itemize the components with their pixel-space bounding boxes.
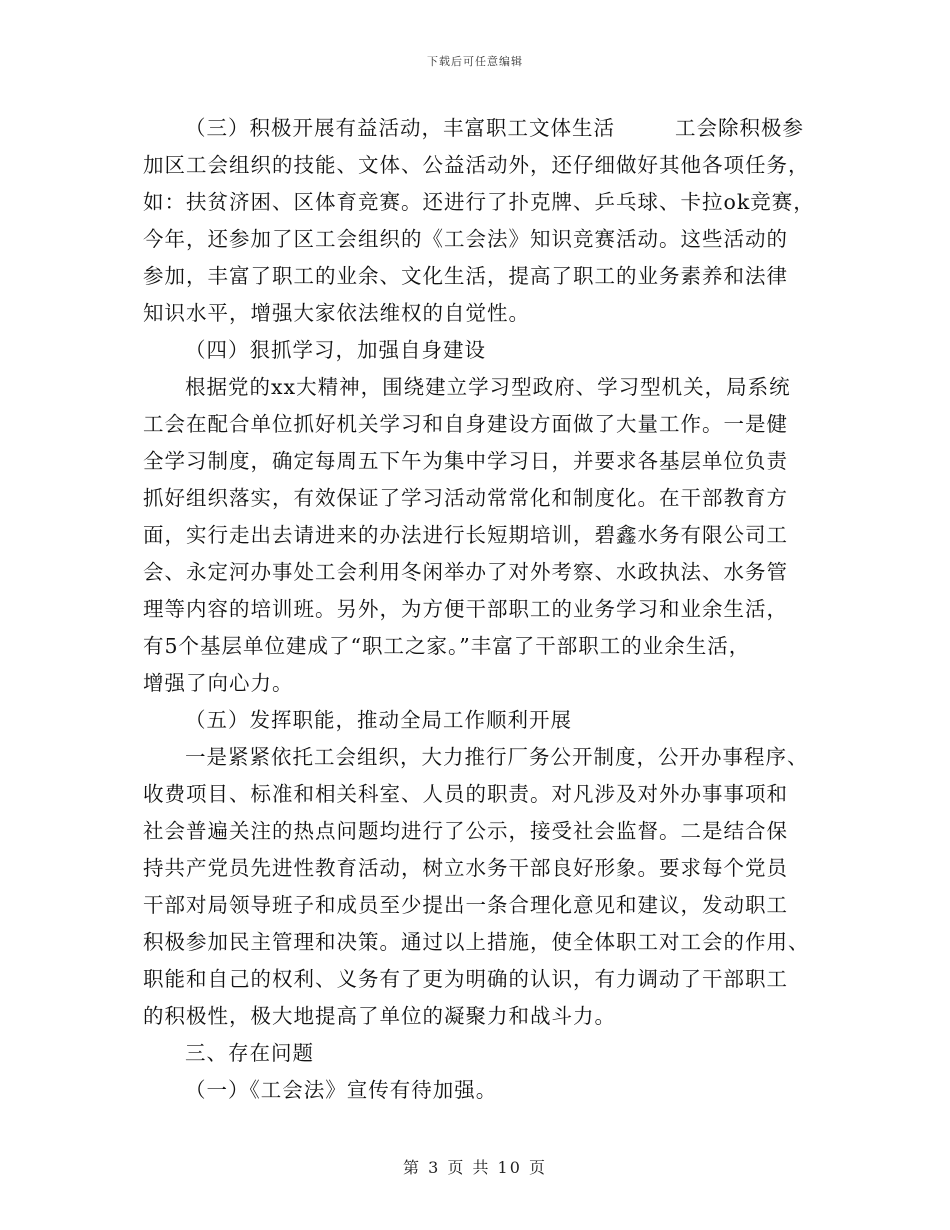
paragraph-line: 抓好组织落实，有效保证了学习活动常常化和制度化。在干部教育方 [143,486,788,510]
document-body [143,110,823,1109]
page-number-footer: 第 3 页 共 10 页 [403,1158,547,1177]
section-3-heading: （三）积极开展有益活动，丰富职工文体生活 [185,116,615,140]
paragraph-line: 面，实行走出去请进来的办法进行长短期培训，碧鑫水务有限公司工 [143,523,788,547]
paragraph-line: 收费项目、标准和相关科室、人员的职责。对凡涉及对外办事事项和 [143,782,788,806]
paragraph-line: 有5个基层单位建成了“职工之家。”丰富了干部职工的业余生活， [143,634,751,658]
paragraph-line: 社会普遍关注的热点问题均进行了公示，接受社会监督。二是结合保 [143,819,788,843]
paragraph-line: 工会在配合单位抓好机关学习和自身建设方面做了大量工作。一是健 [143,412,788,436]
paragraph-line: 干部对局领导班子和成员至少提出一条合理化意见和建议，发动职工 [143,893,788,917]
page-header: 下载后可任意编辑 [427,55,523,68]
paragraph-line: 知识水平，增强大家依法维权的自觉性。 [143,301,530,325]
problem-item-1: （一）《工会法》宣传有待加强。 [185,1078,498,1102]
paragraph-line: 根据党的xx大精神，围绕建立学习型政府、学习型机关，局系统 [185,375,791,399]
section-5-heading: （五）发挥职能，推动全局工作顺利开展 [185,708,572,732]
paragraph-line: 增强了向心力。 [143,671,294,695]
section-4-heading: （四）狠抓学习，加强自身建设 [185,338,486,362]
paragraph-line: 工会除积极参 [675,116,804,140]
paragraph-line: 如：扶贫济困、区体育竞赛。还进行了扑克牌、乒乓球、卡拉ok竞赛， [143,190,815,214]
paragraph-line: 全学习制度，确定每周五下午为集中学习日，并要求各基层单位负责 [143,449,788,473]
paragraph-line: 一是紧紧依托工会组织，大力推行厂务公开制度，公开办事程序、 [185,745,809,769]
paragraph-line: 加区工会组织的技能、文体、公益活动外，还仔细做好其他各项任务， [143,153,810,177]
section-3-first-line [143,110,823,147]
problems-heading: 三、存在问题 [185,1041,314,1065]
paragraph-line: 职能和自己的权利、义务有了更为明确的认识，有力调动了干部职工 [143,967,788,991]
paragraph-line: 参加，丰富了职工的业余、文化生活，提高了职工的业务素养和法律 [143,264,788,288]
paragraph-line: 积极参加民主管理和决策。通过以上措施，使全体职工对工会的作用、 [143,930,810,954]
paragraph-line: 的积极性，极大地提高了单位的凝聚力和战斗力。 [143,1004,616,1028]
paragraph-line: 会、永定河办事处工会利用冬闲举办了对外考察、水政执法、水务管 [143,560,788,584]
paragraph-line: 理等内容的培训班。另外，为方便干部职工的业务学习和业余生活， [143,597,788,621]
paragraph-line: 持共产党员先进性教育活动，树立水务干部良好形象。要求每个党员 [143,856,788,880]
paragraph-line: 今年，还参加了区工会组织的《工会法》知识竞赛活动。这些活动的 [143,227,788,251]
